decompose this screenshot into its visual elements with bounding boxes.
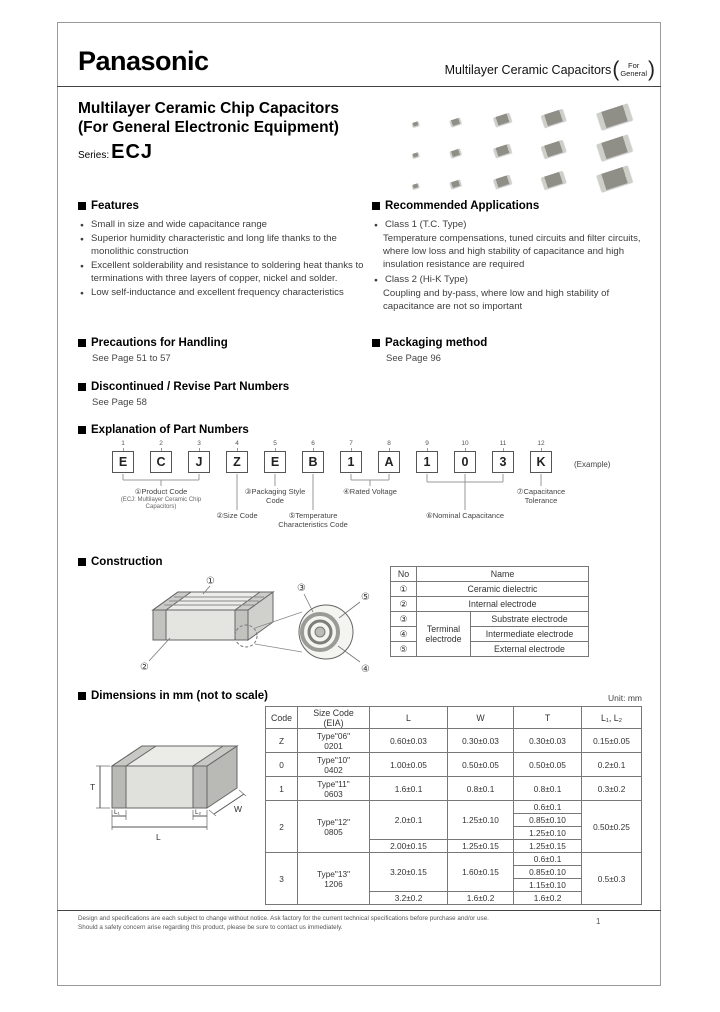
- construction-header-row: [391, 567, 589, 582]
- dim-col-l: L: [370, 707, 448, 729]
- dimensions-heading-text: Dimensions in mm (not to scale): [91, 690, 268, 702]
- construction-no: ②: [391, 597, 417, 612]
- feature-item: ● Small in size and wide capacitance range: [80, 218, 366, 231]
- dim-t: 0.8±0.1: [514, 777, 582, 801]
- dim-t: 1.6±0.2: [514, 892, 582, 905]
- square-bullet-icon: [78, 383, 86, 391]
- paren-line-1: For: [628, 61, 640, 70]
- part-number-box: 1: [340, 451, 362, 473]
- construction-callout-5: ⑤: [361, 592, 370, 603]
- paren-line-2: General: [620, 69, 647, 78]
- feature-item: ● Superior humidity characteristic and long life thanks to the monolithic construction: [80, 232, 366, 258]
- dim-w: 1.25±0.10: [448, 801, 514, 840]
- dim-w: 1.60±0.15: [448, 853, 514, 892]
- dim-size: Type"11" 0603: [298, 777, 370, 801]
- square-bullet-icon: [372, 202, 380, 210]
- dimensions-table: [265, 706, 642, 905]
- features-list: [80, 218, 366, 299]
- dim-l: 2.0±0.1: [370, 801, 448, 840]
- dim-l: 1.6±0.1: [370, 777, 448, 801]
- dim-col-code: Code: [266, 707, 298, 729]
- digit-position: 4: [218, 440, 256, 451]
- dim-label-w: W: [234, 804, 243, 814]
- dim-col-size-2: (EIA): [323, 717, 344, 728]
- capacitor-chip-photo: [449, 117, 461, 126]
- dim-l1l2: 0.15±0.05: [582, 729, 642, 753]
- page-number: 1: [596, 917, 601, 926]
- construction-row: [391, 597, 589, 612]
- recommended-applications-section: [372, 200, 656, 315]
- header-product-line: [445, 58, 656, 82]
- part-number-box: B: [302, 451, 324, 473]
- feature-item: ● Excellent solderability and resistance to soldering heat thanks to terminations with three layers of copper, nickel and solder.: [80, 259, 366, 285]
- title-line-1: Multilayer Ceramic Chip Capacitors: [78, 100, 339, 117]
- square-bullet-icon: [78, 558, 86, 566]
- digit-position: 8: [370, 440, 408, 451]
- dim-row-1: [266, 777, 642, 801]
- recommended-heading: [372, 200, 656, 212]
- packaging-heading: [372, 337, 656, 349]
- class1-body: Temperature compensations, tuned circuits and filter circuits, where low loss and high stability of capacitance and high insulation resistance are required: [383, 233, 641, 270]
- dim-label-l: L: [156, 832, 161, 842]
- dim-t: 0.6±0.1: [514, 801, 582, 814]
- title-line-2: (For General Electronic Equipment): [78, 119, 339, 136]
- capacitor-chip-photo: [541, 171, 567, 190]
- square-bullet-icon: [78, 426, 86, 434]
- dim-size: Type"13" 1206: [298, 853, 370, 905]
- dim-l: 1.00±0.05: [370, 753, 448, 777]
- series-name: [78, 141, 153, 164]
- capacitor-chip-photo: [493, 144, 512, 158]
- dim-code: 3: [266, 853, 298, 905]
- dim-w: 1.25±0.15: [448, 840, 514, 853]
- construction-callout-4: ④: [361, 664, 370, 675]
- part-number-box: J: [188, 451, 210, 473]
- capacitor-chip-photo: [541, 109, 567, 128]
- dim-w: 0.50±0.05: [448, 753, 514, 777]
- dimensions-section: [78, 690, 644, 903]
- dim-size: Type"06" 0201: [298, 729, 370, 753]
- dim-row-3: [266, 853, 642, 866]
- capacitor-chip-photo: [596, 103, 633, 129]
- construction-name: Substrate electrode: [471, 612, 589, 627]
- dim-w: 0.8±0.1: [448, 777, 514, 801]
- packaging-heading-text: Packaging method: [385, 337, 488, 349]
- part-numbers-section: [78, 424, 644, 536]
- features-heading-text: Features: [91, 200, 139, 212]
- dim-label-l1: L₁: [114, 809, 120, 816]
- features-heading: [78, 200, 366, 212]
- header-rule: [57, 86, 661, 87]
- dim-l1l2: 0.5±0.3: [582, 853, 642, 905]
- panasonic-logo: Panasonic: [78, 46, 209, 76]
- digit-position: 12: [522, 440, 560, 451]
- construction-heading-text: Construction: [91, 556, 163, 568]
- dim-col-t: T: [514, 707, 582, 729]
- capacitor-chip-photo: [449, 148, 461, 157]
- part-number-box: E: [112, 451, 134, 473]
- construction-name: External electrode: [471, 642, 589, 657]
- dim-l: 2.00±0.15: [370, 840, 448, 853]
- dim-col-w: W: [448, 707, 514, 729]
- series-label: Series:: [78, 150, 110, 161]
- construction-table: [390, 566, 589, 657]
- square-bullet-icon: [372, 339, 380, 347]
- square-bullet-icon: [78, 339, 86, 347]
- dim-t: 0.50±0.05: [514, 753, 582, 777]
- dimensions-heading: [78, 690, 644, 702]
- construction-name: Intermediate electrode: [471, 627, 589, 642]
- dim-col-l1l2: L₁, L₂: [582, 707, 642, 729]
- discontinued-section: [78, 381, 366, 408]
- part-number-box: 0: [454, 451, 476, 473]
- class2-body: Coupling and by-pass, where low and high stability of capacitance are not so important: [383, 288, 610, 312]
- dim-size: Type"12" 0805: [298, 801, 370, 853]
- digit-position: 1: [104, 440, 142, 451]
- precautions-heading: [78, 337, 366, 349]
- digit-position: 6: [294, 440, 332, 451]
- label-packaging-style-code: ③Packaging Style Code: [244, 487, 306, 505]
- example-label: (Example): [574, 460, 611, 469]
- part-number-box: C: [150, 451, 172, 473]
- precautions-section: [78, 337, 366, 364]
- series-value: ECJ: [111, 141, 154, 163]
- class1-title: ● Class 1 (T.C. Type): [374, 218, 656, 231]
- dim-row-z: [266, 729, 642, 753]
- construction-no: ③: [391, 612, 417, 627]
- recommended-list-2: [374, 273, 656, 286]
- part-number-box: K: [530, 451, 552, 473]
- construction-no: ④: [391, 627, 417, 642]
- dim-l1l2: 0.2±0.1: [582, 753, 642, 777]
- dimensions-diagram: [88, 730, 263, 858]
- construction-col-no: No: [391, 567, 417, 582]
- label-capacitance-tolerance: ⑦Capacitance Tolerance: [516, 487, 566, 505]
- part-number-box: Z: [226, 451, 248, 473]
- part-number-box: E: [264, 451, 286, 473]
- construction-no: ①: [391, 582, 417, 597]
- dim-t: 1.25±0.15: [514, 840, 582, 853]
- square-bullet-icon: [78, 202, 86, 210]
- dim-code: 1: [266, 777, 298, 801]
- label-size-code: ②Size Code: [216, 511, 258, 520]
- header-product-text: Multilayer Ceramic Capacitors: [444, 63, 612, 77]
- capacitor-chip-photo: [412, 152, 420, 158]
- label-product-code-sub: (ECJ: Multilayer Ceramic Chip Capacitors): [120, 497, 202, 510]
- footer-disclaimer-1: Design and specifications are each subject to change without notice. Ask factory for the current technical specifications before purchase and/or use.: [78, 915, 489, 922]
- construction-col-name: Name: [417, 567, 589, 582]
- construction-callout-3: ③: [297, 583, 306, 594]
- recommended-heading-text: Recommended Applications: [385, 200, 540, 212]
- dim-label-l2: L₂: [195, 809, 202, 816]
- dim-w: 1.6±0.2: [448, 892, 514, 905]
- page-title: [78, 99, 339, 137]
- capacitor-chip-photo: [596, 134, 633, 160]
- construction-group-terminal-electrode: Terminal electrode: [417, 612, 471, 657]
- capacitor-chip-photo: [541, 140, 567, 159]
- construction-row: [391, 612, 589, 627]
- construction-name: Ceramic dielectric: [417, 582, 589, 597]
- dim-code: Z: [266, 729, 298, 753]
- part-number-box: 1: [416, 451, 438, 473]
- part-numbers-heading: [78, 424, 644, 436]
- digit-position: 9: [408, 440, 446, 451]
- dim-t: 0.85±0.10: [514, 814, 582, 827]
- label-temperature-characteristics-code: ⑤Temperature Characteristics Code: [278, 511, 348, 529]
- dim-label-t: T: [90, 782, 96, 792]
- label-product-code: ①Product Code: [134, 487, 188, 496]
- construction-row: [391, 582, 589, 597]
- discontinued-heading-text: Discontinued / Revise Part Numbers: [91, 381, 290, 393]
- digit-position: 11: [484, 440, 522, 451]
- part-number-diagram: [78, 440, 644, 536]
- dim-row-0: [266, 753, 642, 777]
- dim-t: 0.30±0.03: [514, 729, 582, 753]
- capacitor-chip-photo: [449, 179, 461, 188]
- dim-t: 1.25±0.10: [514, 827, 582, 840]
- dim-l: 3.20±0.15: [370, 853, 448, 892]
- construction-diagram: [118, 570, 383, 678]
- open-paren: (: [612, 58, 620, 81]
- dim-col-size-1: Size Code: [313, 707, 354, 718]
- square-bullet-icon: [78, 692, 86, 700]
- dim-col-size: [298, 707, 370, 729]
- footer-rule: [57, 910, 661, 911]
- precautions-heading-text: Precautions for Handling: [91, 337, 228, 349]
- dim-l1l2: 0.50±0.25: [582, 801, 642, 853]
- part-number-box: A: [378, 451, 400, 473]
- capacitor-chip-photo: [412, 121, 420, 127]
- dim-l: 3.2±0.2: [370, 892, 448, 905]
- capacitor-chip-photo: [596, 165, 633, 191]
- discontinued-note: See Page 58: [92, 397, 147, 408]
- part-numbers-heading-text: Explanation of Part Numbers: [91, 424, 249, 436]
- dim-header-row: [266, 707, 642, 729]
- close-paren: ): [648, 58, 655, 81]
- part-number-box: 3: [492, 451, 514, 473]
- for-general-stack: [620, 62, 647, 78]
- label-nominal-capacitance: ⑥Nominal Capacitance: [425, 511, 504, 520]
- packaging-note: See Page 96: [386, 353, 441, 364]
- precautions-note: See Page 51 to 57: [92, 353, 171, 364]
- dim-l: 0.60±0.03: [370, 729, 448, 753]
- recommended-list: [374, 218, 656, 231]
- capacitor-chip-photo: [412, 183, 420, 189]
- construction-no: ⑤: [391, 642, 417, 657]
- dim-code: 0: [266, 753, 298, 777]
- feature-item: ● Low self-inductance and excellent frequency characteristics: [80, 286, 366, 299]
- dim-t: 0.6±0.1: [514, 853, 582, 866]
- dim-l1l2: 0.3±0.2: [582, 777, 642, 801]
- dim-code: 2: [266, 801, 298, 853]
- construction-callout-1: ①: [206, 576, 215, 587]
- label-rated-voltage: ④Rated Voltage: [343, 487, 397, 496]
- dim-size: Type"10" 0402: [298, 753, 370, 777]
- construction-section: [78, 556, 644, 675]
- construction-callout-2: ②: [140, 662, 149, 673]
- capacitor-chip-photo: [493, 175, 512, 189]
- dim-row-2: [266, 801, 642, 814]
- capacitor-photos: [402, 106, 657, 202]
- packaging-section: [372, 337, 656, 364]
- digit-position: 7: [332, 440, 370, 451]
- features-section: [78, 200, 366, 300]
- digit-position: 3: [180, 440, 218, 451]
- dim-t: 0.85±0.10: [514, 866, 582, 879]
- digit-position: 2: [142, 440, 180, 451]
- digit-position: 10: [446, 440, 484, 451]
- dim-t: 1.15±0.10: [514, 879, 582, 892]
- unit-label: Unit: mm: [608, 693, 642, 703]
- construction-name: Internal electrode: [417, 597, 589, 612]
- class2-title: ● Class 2 (Hi-K Type): [374, 273, 656, 286]
- digit-position: 5: [256, 440, 294, 451]
- capacitor-chip-photo: [493, 113, 512, 127]
- footer-disclaimer-2: Should a safety concern arise regarding this product, please be sure to contact us immediately.: [78, 924, 343, 931]
- dim-w: 0.30±0.03: [448, 729, 514, 753]
- discontinued-heading: [78, 381, 366, 393]
